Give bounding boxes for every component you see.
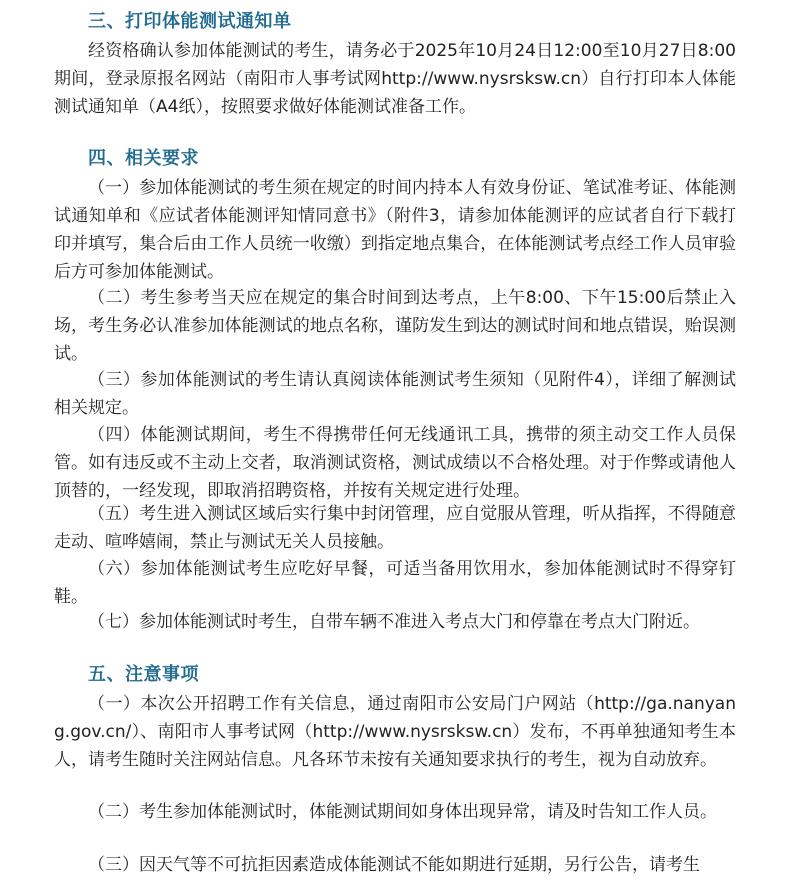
paragraph-note-2: （二）考生参加体能测试时，体能测试期间如身体出现异常，请及时告知工作人员。: [88, 802, 717, 822]
paragraph-print-notice: 经资格确认参加体能测试的考生，请务必于2025年10月24日12:00至10月27日8:00期间，登录原报名网站（南阳市人事考试网http://www.nysrsksw.cn）自行打印本人体能测试通知单（A4纸），按照要求做好体能测试准备工作。: [54, 41, 736, 117]
paragraph-requirement-1: （一）参加体能测试的考生须在规定的时间内持本人有效身份证、笔试准考证、体能测试通知单和《应试者体能测评知情同意书》（附件3，请参加体能测评的应试者自行下载打印并填写，集合后由工作人员统一收缴）到指定地点集合，在体能测试考点经工作人员审验后方可参加体能测试。: [54, 178, 736, 282]
paragraph-requirement-3: （三）参加体能测试的考生请认真阅读体能测试考生须知（见附件4），详细了解测试相关规定。: [54, 370, 736, 418]
paragraph-requirement-4: （四）体能测试期间，考生不得携带任何无线通讯工具，携带的须主动交工作人员保管。如有违反或不主动上交者，取消测试资格，测试成绩以不合格处理。对于作弊或请他人顶替的，一经发现，即取消招聘资格，并按有关规定进行处理。: [54, 425, 736, 501]
paragraph-requirement-5: （五）考生进入测试区域后实行集中封闭管理，应自觉服从管理，听从指挥，不得随意走动、喧哗嬉闹，禁止与测试无关人员接触。: [54, 504, 736, 552]
paragraph-requirement-2: （二）考生参考当天应在规定的集合时间到达考点，上午8:00、下午15:00后禁止入场，考生务必认准参加体能测试的地点名称，谨防发生到达的测试时间和地点错误，贻误测试。: [54, 288, 736, 364]
paragraph-note-3: （三）因天气等不可抗拒因素造成体能测试不能如期进行延期，另行公告，请考生: [88, 855, 700, 875]
section-heading-notes: 五、注意事项: [88, 664, 199, 685]
paragraph-requirement-6: （六）参加体能测试考生应吃好早餐，可适当备用饮用水，参加体能测试时不得穿钉鞋。: [54, 559, 736, 607]
paragraph-note-1: （一）本次公开招聘工作有关信息，通过南阳市公安局门户网站（http://ga.nanyang.gov.cn/）、南阳市人事考试网（http://www.nysrsksw.cn）发布，不再单独通知考生本人，请考生随时关注网站信息。凡各环节未按有关通知要求执行的考生，视为自动放弃。: [54, 694, 736, 770]
paragraph-requirement-7: （七）参加体能测试时考生，自带车辆不准进入考点大门和停靠在考点大门附近。: [88, 612, 700, 632]
section-heading-print-notice: 三、打印体能测试通知单: [88, 11, 292, 32]
section-heading-requirements: 四、相关要求: [88, 148, 199, 169]
